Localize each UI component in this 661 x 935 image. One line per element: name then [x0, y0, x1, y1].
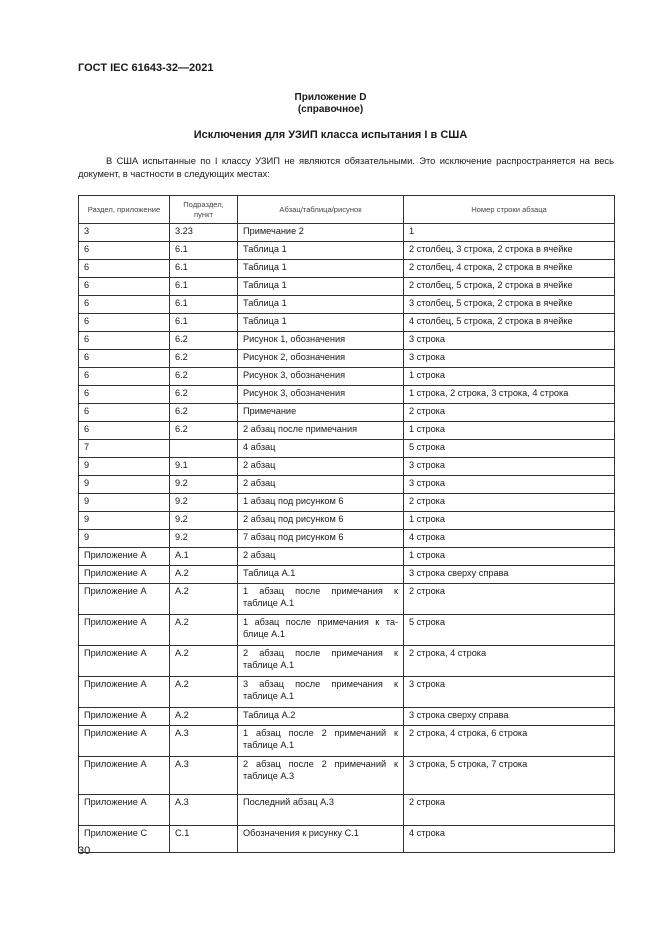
- cell-line-number: 3 строка: [404, 332, 615, 350]
- table-row: [79, 476, 615, 494]
- cell-line-number: 4 строка: [404, 826, 615, 853]
- cell-subsection: 3.23: [170, 224, 238, 242]
- cell-section: 6: [79, 422, 170, 440]
- cell-subsection: А.2: [170, 677, 238, 708]
- cell-section: 9: [79, 512, 170, 530]
- cell-paragraph: 2 абзац под рисунком 6: [238, 512, 404, 530]
- cell-line-number: 2 столбец, 5 строка, 2 строка в ячейке: [404, 278, 615, 296]
- cell-section: Приложение А: [79, 795, 170, 826]
- cell-subsection: 9.2: [170, 512, 238, 530]
- cell-paragraph: Рисунок 1, обозначения: [238, 332, 404, 350]
- table-row: [79, 566, 615, 584]
- cell-line-number: 1: [404, 224, 615, 242]
- cell-section: 6: [79, 296, 170, 314]
- cell-subsection: 6.2: [170, 422, 238, 440]
- cell-line-number: 1 строка: [404, 368, 615, 386]
- exceptions-table: [78, 195, 615, 853]
- table-row: [79, 404, 615, 422]
- table-row: [79, 458, 615, 476]
- table-header-row: [79, 196, 615, 224]
- cell-section: 6: [79, 350, 170, 368]
- cell-subsection: А.2: [170, 646, 238, 677]
- table-row: [79, 548, 615, 566]
- cell-line-number: 3 строка: [404, 476, 615, 494]
- cell-section: Приложение А: [79, 566, 170, 584]
- cell-section: 6: [79, 260, 170, 278]
- cell-paragraph: 4 абзац: [238, 440, 404, 458]
- cell-subsection: А.2: [170, 566, 238, 584]
- cell-subsection: 6.1: [170, 314, 238, 332]
- cell-subsection: 9.2: [170, 476, 238, 494]
- annex-title: [0, 92, 661, 116]
- cell-line-number: 2 строка: [404, 584, 615, 615]
- cell-line-number: 1 строка, 2 строка, 3 строка, 4 строка: [404, 386, 615, 404]
- intro-paragraph: В США испытанные по I классу УЗИП не являются обязательными. Это исключение распространяется на весь документ, в частности в следующих местах:: [78, 155, 614, 179]
- cell-subsection: [170, 440, 238, 458]
- cell-line-number: 5 строка: [404, 615, 615, 646]
- cell-paragraph: Обозначения к рисунку С.1: [238, 826, 404, 853]
- cell-line-number: 3 строка сверху справа: [404, 708, 615, 726]
- cell-line-number: 1 строка: [404, 422, 615, 440]
- table-row: [79, 726, 615, 757]
- table-row: [79, 332, 615, 350]
- cell-section: Приложение А: [79, 548, 170, 566]
- table-row: [79, 757, 615, 795]
- cell-line-number: 2 строка: [404, 404, 615, 422]
- cell-line-number: 1 строка: [404, 548, 615, 566]
- cell-section: Приложение А: [79, 646, 170, 677]
- cell-paragraph: 1 абзац после примечания к та-блице А.1: [238, 615, 404, 646]
- table-row: [79, 350, 615, 368]
- table-row: [79, 512, 615, 530]
- cell-subsection: 6.1: [170, 242, 238, 260]
- column-header-paragraph: Абзац/таблица/рисунок: [238, 196, 404, 224]
- cell-line-number: 1 строка: [404, 512, 615, 530]
- cell-subsection: 6.1: [170, 278, 238, 296]
- section-heading: Исключения для УЗИП класса испытания I в США: [193, 129, 468, 141]
- table-row: [79, 386, 615, 404]
- cell-section: 3: [79, 224, 170, 242]
- table-row: [79, 646, 615, 677]
- cell-line-number: 2 строка, 4 строка: [404, 646, 615, 677]
- cell-paragraph: 1 абзац под рисунком 6: [238, 494, 404, 512]
- cell-section: Приложение А: [79, 584, 170, 615]
- cell-line-number: 3 столбец, 5 строка, 2 строка в ячейке: [404, 296, 615, 314]
- cell-subsection: С.1: [170, 826, 238, 853]
- cell-paragraph: 2 абзац: [238, 458, 404, 476]
- cell-subsection: 6.2: [170, 332, 238, 350]
- table-row: [79, 242, 615, 260]
- cell-line-number: 2 столбец, 3 строка, 2 строка в ячейке: [404, 242, 615, 260]
- cell-section: 9: [79, 530, 170, 548]
- cell-section: Приложение А: [79, 708, 170, 726]
- table-body: [79, 224, 615, 853]
- cell-line-number: 5 строка: [404, 440, 615, 458]
- cell-line-number: 2 строка: [404, 494, 615, 512]
- table-row: [79, 584, 615, 615]
- cell-paragraph: Таблица 1: [238, 296, 404, 314]
- cell-section: 9: [79, 494, 170, 512]
- cell-subsection: А.3: [170, 795, 238, 826]
- cell-section: 6: [79, 242, 170, 260]
- cell-subsection: А.2: [170, 708, 238, 726]
- table-row: [79, 826, 615, 853]
- table-row: [79, 296, 615, 314]
- cell-line-number: 4 строка: [404, 530, 615, 548]
- cell-paragraph: Таблица 1: [238, 260, 404, 278]
- cell-paragraph: 2 абзац после 2 примечаний к таблице А.3: [238, 757, 404, 795]
- table-row: [79, 440, 615, 458]
- cell-section: Приложение А: [79, 615, 170, 646]
- cell-subsection: А.3: [170, 726, 238, 757]
- cell-section: 6: [79, 404, 170, 422]
- cell-line-number: 3 строка: [404, 458, 615, 476]
- table-row: [79, 314, 615, 332]
- cell-line-number: 3 строка, 5 строка, 7 строка: [404, 757, 615, 795]
- cell-paragraph: Последний абзац А.3: [238, 795, 404, 826]
- cell-section: Приложение С: [79, 826, 170, 853]
- cell-section: 6: [79, 386, 170, 404]
- cell-section: 9: [79, 476, 170, 494]
- document-code: ГОСТ IEC 61643-32—2021: [78, 62, 214, 74]
- table-row: [79, 795, 615, 826]
- annex-label: Приложение D: [294, 92, 367, 103]
- cell-paragraph: 7 абзац под рисунком 6: [238, 530, 404, 548]
- cell-section: Приложение А: [79, 726, 170, 757]
- cell-subsection: А.2: [170, 615, 238, 646]
- cell-line-number: 4 столбец, 5 строка, 2 строка в ячейке: [404, 314, 615, 332]
- cell-subsection: 6.2: [170, 386, 238, 404]
- cell-paragraph: 2 абзац: [238, 476, 404, 494]
- cell-subsection: А.1: [170, 548, 238, 566]
- column-header-section: Раздел, приложение: [79, 196, 170, 224]
- cell-subsection: 9.2: [170, 530, 238, 548]
- cell-subsection: 6.1: [170, 260, 238, 278]
- cell-line-number: 3 строка сверху справа: [404, 566, 615, 584]
- column-header-subsection: Подраздел, пункт: [170, 196, 238, 224]
- cell-subsection: А.2: [170, 584, 238, 615]
- cell-subsection: 6.2: [170, 350, 238, 368]
- table-row: [79, 494, 615, 512]
- cell-section: 9: [79, 458, 170, 476]
- page-number: 30: [78, 845, 91, 857]
- cell-subsection: 6.2: [170, 404, 238, 422]
- cell-section: 6: [79, 368, 170, 386]
- table-row: [79, 368, 615, 386]
- cell-section: 6: [79, 278, 170, 296]
- cell-paragraph: 2 абзац после примечания: [238, 422, 404, 440]
- cell-paragraph: Таблица 1: [238, 314, 404, 332]
- cell-section: 6: [79, 314, 170, 332]
- table-row: [79, 260, 615, 278]
- cell-paragraph: Таблица 1: [238, 242, 404, 260]
- cell-paragraph: Таблица 1: [238, 278, 404, 296]
- cell-paragraph: Примечание: [238, 404, 404, 422]
- cell-section: Приложение А: [79, 677, 170, 708]
- cell-line-number: 3 строка: [404, 677, 615, 708]
- cell-paragraph: 1 абзац после 2 примечаний к таблице А.1: [238, 726, 404, 757]
- cell-subsection: А.3: [170, 757, 238, 795]
- cell-paragraph: Рисунок 3, обозначения: [238, 386, 404, 404]
- table-row: [79, 677, 615, 708]
- table-row: [79, 530, 615, 548]
- cell-subsection: 6.2: [170, 368, 238, 386]
- cell-line-number: 3 строка: [404, 350, 615, 368]
- cell-paragraph: Примечание 2: [238, 224, 404, 242]
- cell-section: 6: [79, 332, 170, 350]
- cell-paragraph: 1 абзац после примечания к таблице А.1: [238, 584, 404, 615]
- annex-type: (справочное): [297, 104, 364, 115]
- cell-section: 7: [79, 440, 170, 458]
- table-row: [79, 278, 615, 296]
- cell-subsection: 6.1: [170, 296, 238, 314]
- cell-paragraph: Таблица А.2: [238, 708, 404, 726]
- cell-paragraph: Рисунок 2, обозначения: [238, 350, 404, 368]
- cell-paragraph: Таблица А.1: [238, 566, 404, 584]
- cell-subsection: 9.1: [170, 458, 238, 476]
- cell-paragraph: 3 абзац после примечания к таблице А.1: [238, 677, 404, 708]
- cell-paragraph: 2 абзац после примечания к таблице А.1: [238, 646, 404, 677]
- cell-subsection: 9.2: [170, 494, 238, 512]
- cell-line-number: 2 строка, 4 строка, 6 строка: [404, 726, 615, 757]
- table-row: [79, 615, 615, 646]
- table-row: [79, 224, 615, 242]
- cell-paragraph: 2 абзац: [238, 548, 404, 566]
- cell-section: Приложение А: [79, 757, 170, 795]
- cell-line-number: 2 строка: [404, 795, 615, 826]
- cell-paragraph: Рисунок 3, обозначения: [238, 368, 404, 386]
- table-row: [79, 422, 615, 440]
- column-header-line-number: Номер строки абзаца: [404, 196, 615, 224]
- cell-line-number: 2 столбец, 4 строка, 2 строка в ячейке: [404, 260, 615, 278]
- table-row: [79, 708, 615, 726]
